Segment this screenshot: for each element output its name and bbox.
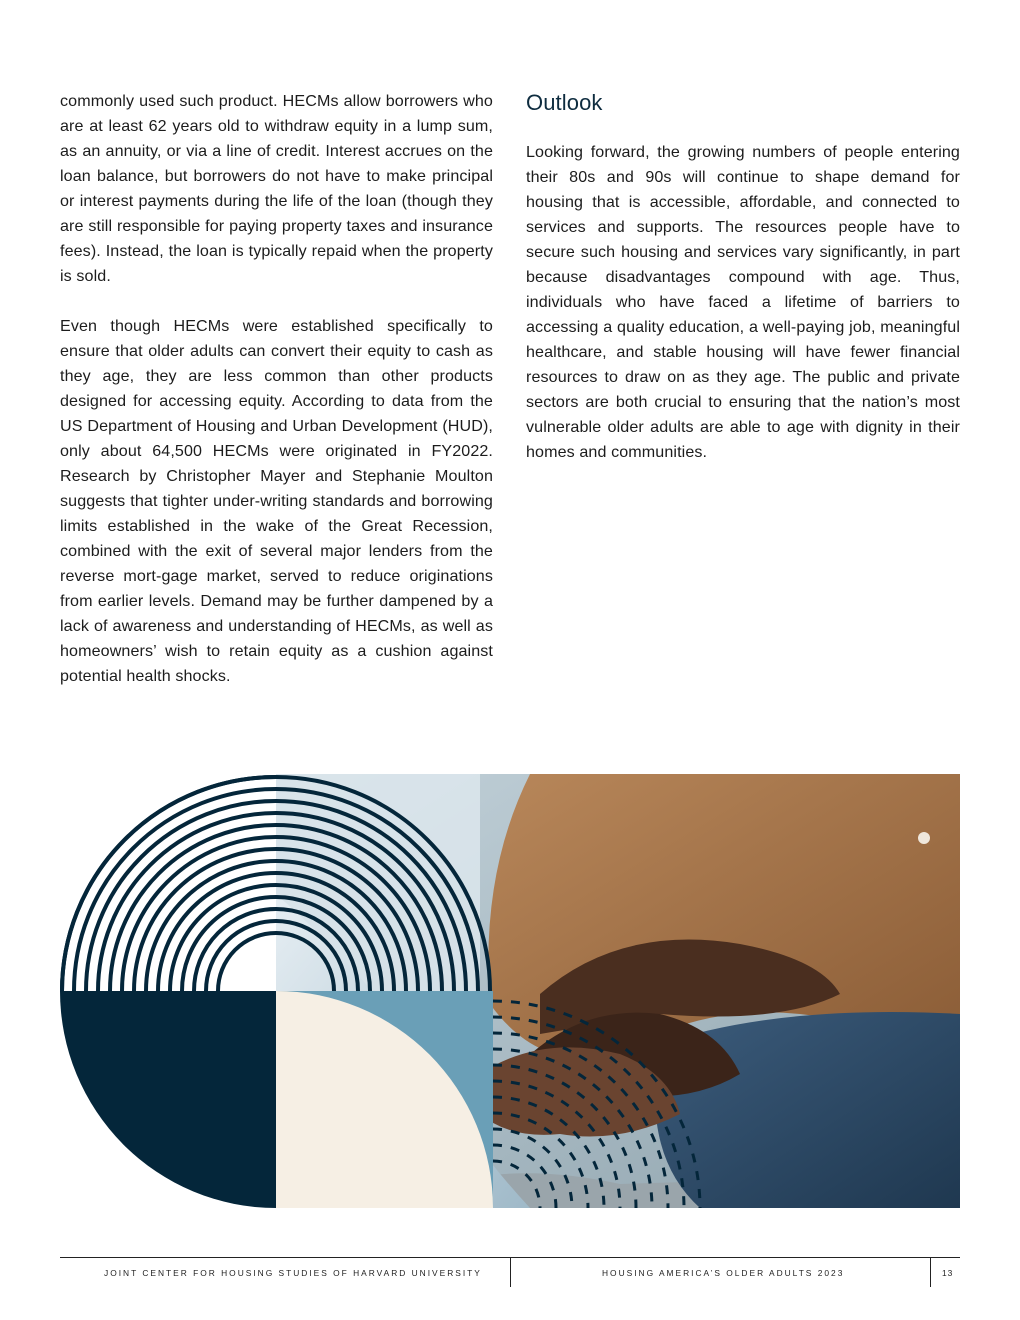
left-column [60,89,493,714]
footer-report-title: HOUSING AMERICA’S OLDER ADULTS 2023 [602,1268,845,1278]
footer-organization: JOINT CENTER FOR HOUSING STUDIES OF HARVARD UNIVERSITY [104,1268,482,1278]
body-paragraph: Even though HECMs were established specifically to ensure that older adults can convert their equity to cash as they age, they are less common than other products designed for accessing equity. According to data from the US Department of Housing and Urban Development (HUD), only about 64,500 HECMs were originated in FY2022. Research by Christopher Mayer and Stephanie Moulton suggests that tighter under-writing standards and borrowing limits established in the wake of the Great Recession, combined with the exit of several major lenders from the reverse mort-gage market, served to reduce originations from earlier levels. Demand may be further dampened by a lack of awareness and understanding of HECMs, as well as homeowners’ wish to retain equity as a cushion against potential health shocks. [60,317,493,685]
section-heading: Outlook [526,90,603,115]
illustration-panel [60,774,960,1208]
page-number: 13 [942,1268,954,1278]
footer-divider [510,1258,511,1287]
body-paragraph: Looking forward, the growing numbers of people entering their 80s and 90s will continue to shape demand for housing that is accessible, affordable, and connected to services and supports. The resources people have to secure such housing and services vary significantly, in part because disadvantages compound with age. Thus, individuals who have faced a lifetime of barriers to accessing a quality education, a well-paying job, meaningful healthcare, and stable housing will have fewer financial resources to draw on as they age. The public and private sectors are both crucial to ensuring that the nation’s most vulnerable older adults are able to age with dignity in their homes and communities. [526,143,960,461]
right-column [526,89,960,490]
body-paragraph: commonly used such product. HECMs allow borrowers who are at least 62 years old to withdraw equity in a lump sum, as an annuity, or via a line of credit. Interest accrues on the loan balance, but borrowers do not have to make principal or interest payments during the life of the loan (though they are still responsible for paying property taxes and insurance fees). Instead, the loan is typically repaid when the property is sold. [60,92,493,285]
footer-divider [930,1258,931,1287]
page-footer [60,1257,960,1287]
navy-quarter-circle [60,991,276,1208]
